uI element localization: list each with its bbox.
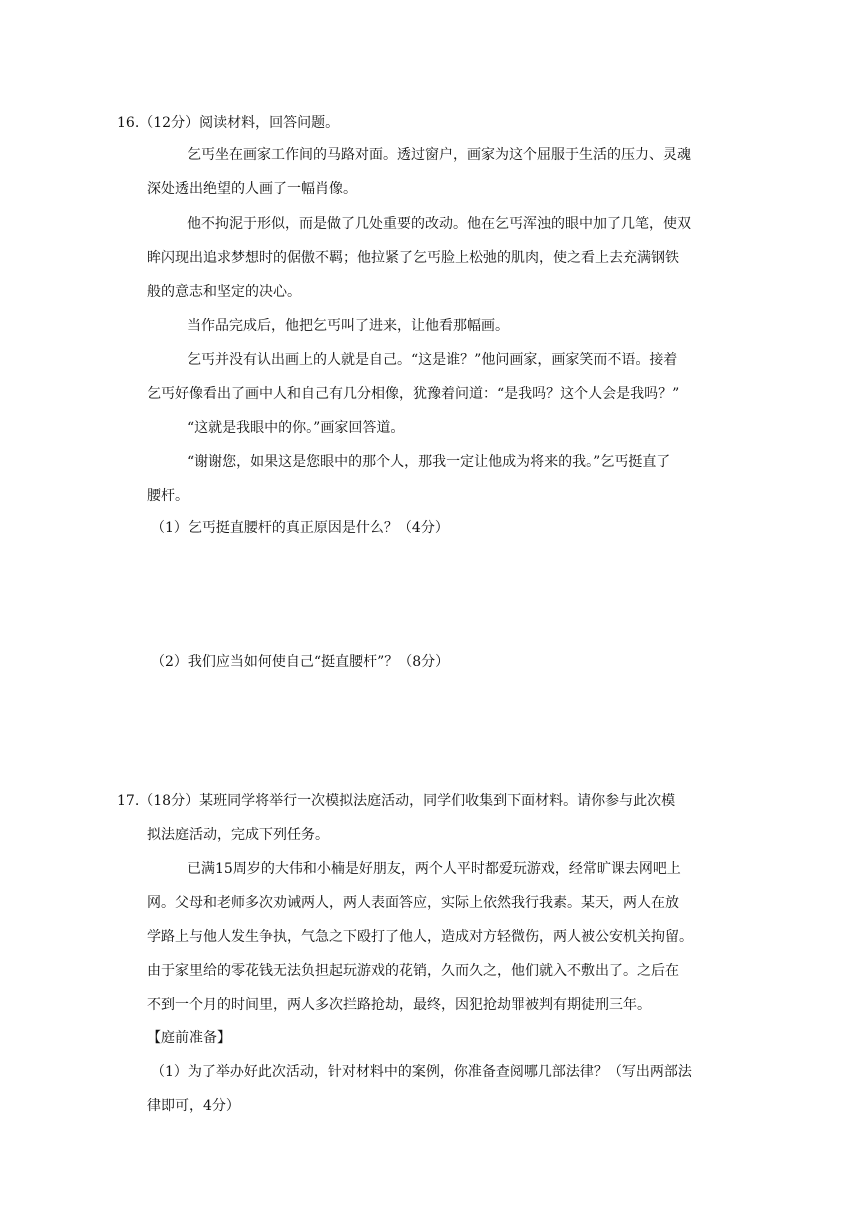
q17-section-title: 【庭前准备】 <box>147 1030 231 1046</box>
q16-material-line: 他不拘泥于形似，而是做了几处重要的改动。他在乞丐浑浊的眼中加了几笔，使双 <box>187 216 691 232</box>
q16-material-line: 乞丐坐在画家工作间的马路对面。透过窗户，画家为这个屈服于生活的压力、灵魂 <box>187 147 691 163</box>
q17-header-line-1: 17.（18分）某班同学将举行一次模拟法庭活动，同学们收集到下面材料。请你参与此次模 <box>117 793 676 809</box>
q17-material-line: 由于家里给的零花钱无法负担起玩游戏的花销，久而久之，他们就入不敷出了。之后在 <box>147 963 679 979</box>
q16-material-line: 般的意志和坚定的决心。 <box>147 284 301 300</box>
q17-subquestion-1-line-1: （1）为了举办好此次活动，针对材料中的案例，你准备查阅哪几部法律？（写出两部法 <box>151 1064 692 1080</box>
q16-material-line: “这就是我眼中的你。”画家回答道。 <box>187 420 405 436</box>
q17-subquestion-1-line-2: 律即可，4分） <box>147 1098 240 1114</box>
q16-material-line: 乞丐并没有认出画上的人就是自己。“这是谁？”他问画家，画家笑而不语。接着 <box>187 352 678 368</box>
q17-material-line: 学路上与他人发生争执，气急之下殴打了他人，造成对方轻微伤，两人被公安机关拘留。 <box>147 929 693 945</box>
q17-material-line: 网。父母和老师多次劝诫两人，两人表面答应，实际上依然我行我素。某天，两人在放 <box>147 895 679 911</box>
q16-material-line: “谢谢您，如果这是您眼中的那个人，那我一定让他成为将来的我。”乞丐挺直了 <box>187 454 671 470</box>
q16-header: 16.（12分）阅读材料，回答问题。 <box>117 115 340 131</box>
q17-material-line: 已满15周岁的大伟和小楠是好朋友，两个人平时都爱玩游戏，经常旷课去网吧上 <box>187 861 681 877</box>
q17-material-line: 不到一个月的时间里，两人多次拦路抢劫，最终，因犯抢劫罪被判有期徒刑三年。 <box>147 997 651 1013</box>
q16-subquestion-1: （1）乞丐挺直腰杆的真正原因是什么？（4分） <box>151 520 449 536</box>
q16-material-line: 腰杆。 <box>147 488 189 504</box>
q16-subquestion-2: （2）我们应当如何使自己“挺直腰杆”？（8分） <box>151 654 450 670</box>
q16-material-line: 当作品完成后，他把乞丐叫了进来，让他看那幅画。 <box>187 318 509 334</box>
q16-material-line: 乞丐好像看出了画中人和自己有几分相像，犹豫着问道：“是我吗？这个人会是我吗？” <box>147 386 680 402</box>
q16-material-line: 眸闪现出追求梦想时的倨傲不羁；他拉紧了乞丐脸上松弛的肌肉，使之看上去充满钢铁 <box>147 250 679 266</box>
q17-header-line-2: 拟法庭活动，完成下列任务。 <box>147 827 329 843</box>
q16-material-line: 深处透出绝望的人画了一幅肖像。 <box>147 181 357 197</box>
